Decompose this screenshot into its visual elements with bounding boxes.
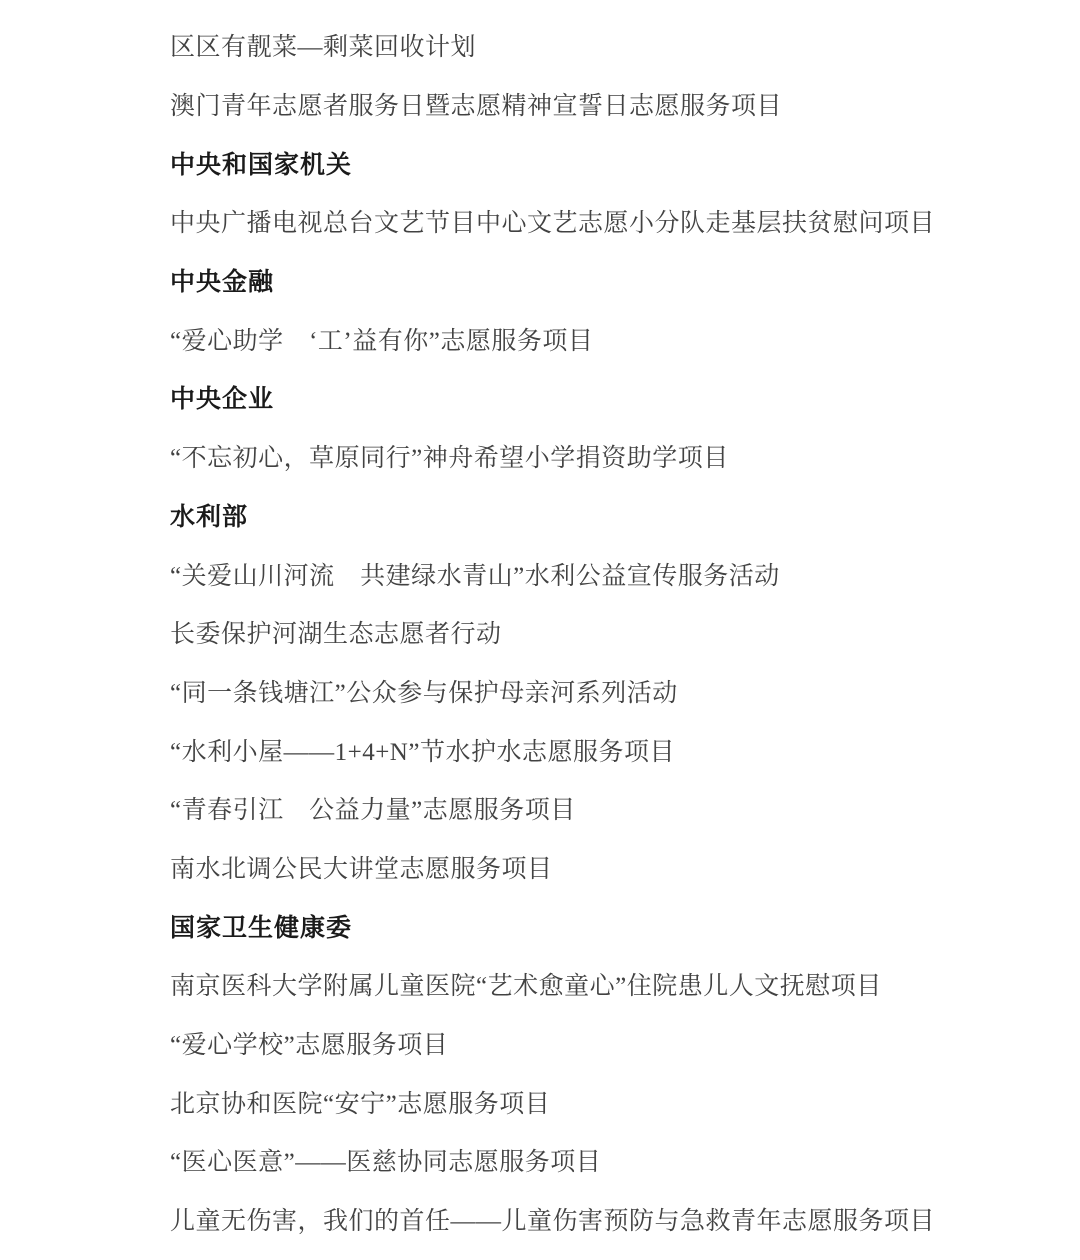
project-item: “医心医意”——医慈协同志愿服务项目: [170, 1149, 602, 1177]
project-item: 澳门青年志愿者服务日暨志愿精神宣誓日志愿服务项目: [170, 93, 783, 121]
project-item: 北京协和医院“安宁”志愿服务项目: [170, 1090, 551, 1118]
section-heading: 中央金融: [170, 268, 275, 297]
section-heading: 水利部: [170, 502, 249, 531]
project-item: “爱心助学 ‘工’益有你”志愿服务项目: [170, 327, 594, 355]
project-item: 区区有靓菜—剩菜回收计划: [170, 34, 477, 62]
project-item: 中央广播电视总台文艺节目中心文艺志愿小分队走基层扶贫慰问项目: [170, 210, 936, 238]
project-item: 儿童无伤害，我们的首任——儿童伤害预防与急救青年志愿服务项目: [170, 1208, 936, 1236]
project-item: 南京医科大学附属儿童医院“艺术愈童心”住院患儿人文抚慰项目: [170, 973, 882, 1001]
project-item: “不忘初心，草原同行”神舟希望小学捐资助学项目: [170, 445, 729, 473]
section-heading: 中央企业: [170, 385, 275, 414]
section-heading: 国家卫生健康委: [170, 913, 353, 942]
project-item: “水利小屋——1+4+N”节水护水志愿服务项目: [170, 738, 675, 766]
section-heading: 中央和国家机关: [170, 150, 353, 179]
project-item: “爱心学校”志愿服务项目: [170, 1032, 449, 1060]
project-item: “同一条钱塘江”公众参与保护母亲河系列活动: [170, 679, 678, 707]
project-item: 南水北调公民大讲堂志愿服务项目: [170, 855, 553, 883]
project-item: “关爱山川河流 共建绿水青山”水利公益宣传服务活动: [170, 562, 780, 590]
project-item: 长委保护河湖生态志愿者行动: [170, 621, 502, 649]
project-item: “青春引江 公益力量”志愿服务项目: [170, 797, 576, 825]
